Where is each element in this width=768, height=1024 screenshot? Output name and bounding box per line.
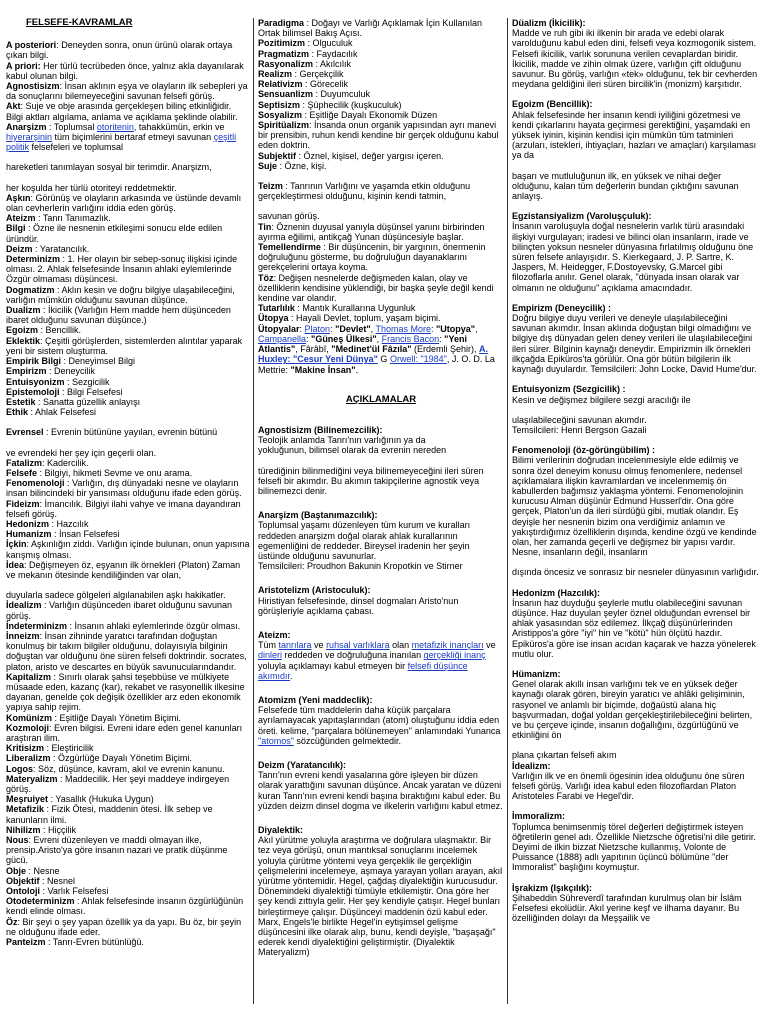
glossary-term: Sosyalizm: [258, 109, 303, 120]
glossary-definition: : Kadercilik.: [42, 457, 89, 468]
glossary-entry-evrensel: Evrensel : Evrenin bütününe yayılan, evrenin bütünü: [6, 427, 218, 438]
column-divider: [507, 18, 508, 1004]
glossary-entry: [258, 273, 504, 304]
glossary-definition: : Maddecilik. Her şeyi maddeye indirgeyen görüş.: [6, 773, 230, 795]
glossary-entry: [6, 866, 250, 876]
glossary-definition: : Değişmeyen öz, eşyanın ilk örnekleri (Platon) Zaman ve mekanın ötesinde kendiliğinden var olan,: [6, 559, 241, 580]
link-metafizik[interactable]: metafizik inançları: [411, 640, 484, 651]
glossary-entry-utopyalar: Ütopyalar: Platon: "Devlet", Thomas More: "Utopya", Campanella: "Güneş Ülkesi", Francis Bacon: "Yeni Atlantis", Fârâbî, "Medinet'ül Fâzıla" (Erdemli Şehir), A. Huxley: "Cesur Yeni Dünya" G Orwell: "1984", J. O. D. La Mettrie: "Makine İnsan".: [258, 323, 495, 375]
glossary-term: Relativizm: [258, 79, 303, 90]
glossary-term: İndeterminizm: [6, 620, 68, 631]
glossary-entry-anarsizm: Anarşizm : Toplumsal otoritenin, tahakkümün, erkin ve hiyerarşinin tüm biçimlerini bertaraf etmeyi savunan çeşitli politik felsefeleri ve toplumsal: [6, 121, 237, 153]
glossary-term: Humanizm: [6, 529, 52, 540]
section-text: Doğru bilgiye duyu verileri ve deneyle ulaşılabileceğini savunan akımdır. İnsan aklında doğuştan bilgi olmadığını ve bilgiye dış dünyadan gelen deney verileri ile ulaşılabileceğini ileri sürer. Bilginin kaynağı deneydir. Empirizmin ilk örnekleri ilkçağda Epiküros'ta görülür. Ona gör bütün bilgilerin ilk kaynağı duyulardır. Temsilcileri: John Locke, David Hume'dur.: [512, 313, 757, 375]
glossary-term: Pragmatizm: [258, 48, 310, 59]
section-text: Temsilcileri: Proudhon Bakunin Kropotkin ve Stirner: [258, 561, 463, 572]
glossary-term: Nous: [6, 835, 29, 846]
section-heading: Empirizm (Deneycilik) :: [512, 302, 612, 313]
glossary-entry: [258, 89, 504, 99]
glossary-entry: [258, 151, 504, 161]
section-text: Madde ve ruh gibi iki ilkenin bir arada ve edebi olarak varolduğunu kabul eden dini, felsefi veya kozmogonik sistem. Felsefi ikicilik, varlık sorununa verilen cevaplardan biridir. İkicilik, madde ve zihin olmak üzere, varlığın çift olduğunu savunur. Bu görüş, varlığın «tek» olduğunu, tek bir cevherden meydana geldiğini ileri süren bircilik'in (monizm) karşıtıdır.: [512, 28, 758, 90]
glossary-entry: [6, 764, 250, 774]
glossary-definition: : Varlığın düşünceden ibaret olduğunu savunan görüş.: [6, 600, 232, 621]
glossary-definition: : Faydacılık: [309, 48, 358, 59]
glossary-term: İçkin: [6, 539, 27, 550]
glossary-definition: : İnsanda onun organik yapısından ayrı manevi bir prensibin, ruhun kendi kendine bir gerçek olduğunu kabul eden doktrin.: [258, 120, 499, 151]
glossary-entry: [6, 305, 250, 325]
section-heading: İmmoralizm:: [512, 811, 566, 822]
glossary-entry: [6, 101, 250, 121]
glossary-term: Sensuanlizm: [258, 89, 314, 100]
section-text: yokluğunun, bilimsel olarak da evrenin nereden: [258, 445, 447, 456]
glossary-definition: : Tanrı-Evren bütünlüğü.: [45, 937, 144, 948]
glossary-definition: : İnsan Felsefesi: [51, 529, 120, 540]
glossary-entry: [6, 723, 250, 743]
section-heading: Deizm (Yaratancılık):: [258, 759, 347, 770]
glossary-term: Fenomenoloji: [6, 478, 65, 489]
section-heading: Hedonizm (Hazcılık):: [512, 587, 601, 598]
glossary-entry: [258, 49, 504, 59]
glossary-entry: [6, 519, 250, 529]
link-huxley[interactable]: A. Huxley: "Cesur Yeni Dünya": [258, 344, 488, 365]
glossary-term: Kritisizm: [6, 743, 45, 754]
glossary-entry: [6, 458, 250, 468]
glossary-entry: [258, 79, 504, 89]
link-ruhsal-varlik[interactable]: ruhsal varlıklara: [326, 640, 390, 651]
glossary-definition: : İnsan aklının eşya ve olayların ilk sebepleri ya da sonuçlarını bilemeyeceğini savunan felsefi görüş.: [6, 81, 248, 102]
glossary-entry: [258, 120, 504, 151]
glossary-entry: [6, 81, 250, 101]
glossary-entry: [6, 937, 250, 947]
glossary-definition: : Duyumculuk: [313, 89, 371, 100]
glossary-entry: [6, 61, 250, 81]
glossary-term: Dualizm: [6, 305, 41, 316]
glossary-definition: : İmancılık. Bilgiyi ilahi vahye ve imana dayandıran felsefi görüş.: [6, 498, 241, 519]
glossary-definition: : Varlığın, dış dünyadaki nesne ve olayların insan bilincindeki bir yansıması olduğunu ifade eden görüş.: [6, 478, 242, 499]
glossary-term: Eklektik: [6, 335, 41, 346]
glossary-term: Pozitimizm: [258, 38, 306, 49]
glossary-term: Panteizm: [6, 937, 46, 948]
section-heading: Egzistansiyalizm (Varoluşçuluk):: [512, 211, 652, 222]
glossary-entry: [258, 38, 504, 48]
section-heading: Düalizm (İkicilik):: [512, 18, 586, 28]
section-heading: Ateizm:: [258, 629, 291, 640]
glossary-term: Töz: [258, 272, 274, 283]
glossary-entry: [6, 794, 250, 804]
section-text: başarı ve mutluluğunun ilk, en yüksek ve nihai değer olduğunu, kalan tüm değerlerin bundan çıktığını savunan anlayış.: [512, 170, 739, 202]
glossary-entry: [6, 672, 250, 713]
glossary-term: Nihilizm: [6, 824, 41, 835]
glossary-term: Logos: [6, 763, 33, 774]
glossary-term: Ateizm: [6, 213, 36, 224]
column-divider: [253, 18, 254, 1004]
section-text: Teolojik anlamda Tanrı'nın varlığının ya da: [258, 435, 426, 446]
glossary-definition: : İnsan zihninde yaratıcı tarafından doğuştan konulmuş bir takım bilgiler olduğunu, dolayısıyla bilginin doğuştan var olduğunu öne süren felsefi doktrindir. socrates, platon, aristo ve descartes en büyük savunucularındandır.: [6, 630, 247, 672]
glossary-definition: : 1. Her olayın bir sebep-sonuç ilişkisi içinde olması. 2. Ahlak felsefesinde İnsanın ahlaki eylemlerinde Özgür olmaması düşüncesi.: [6, 254, 238, 285]
link-felsefi-akim[interactable]: felsefi düşünce akımıdır: [258, 660, 468, 681]
glossary-entry: [6, 254, 250, 285]
glossary-term: Ethik: [6, 407, 29, 418]
glossary-definition: : Suje ve obje arasında gerçekleşen bilinç etkinliğidir. Bilgi aktları algılama, anlama ve açıklama şeklinde olabilir.: [6, 101, 238, 122]
glossary-term: Fatalizm: [6, 457, 43, 468]
glossary-definition: : Sezgicilik: [64, 376, 110, 387]
section-text: İnsanın haz duyduğu şeylerle mutlu olabileceğini savunan düşünce. Haz duyulan şeyler öznel olduğundan evrensel bir ahlak yasasından söz edilemez. İlkçağ düşünürlerinden Aristippos'a göre "iyi" hin ve "kötü" hün ölçütü hazdır. Epiküros'a göre ise insan acıdan kaçarak ve hazza yönelerek mutlu olur.: [512, 597, 756, 659]
section-text: Varlığın ilk ve en önemli ögesinin idea olduğunu öne süren felsefi görüş. Varlığı idea kabul eden filozoflardan Platon Aristoteles Farabi ve Hegel'dir.: [512, 770, 745, 802]
glossary-definition: : Eleştiricilik: [44, 743, 94, 754]
glossary-entry: [6, 478, 250, 498]
glossary-term: Epistemoloji: [6, 386, 60, 397]
link-orwell[interactable]: Orwell: "1984": [389, 354, 447, 365]
glossary-definition: : Evreni düzenleyen ve maddi olmayan ilke, prensip.Aristo'ya göre insanın nazari ve pratik düşünme gücü.: [6, 835, 228, 866]
section-text: Temsilcileri: Henri Bergson Gazali: [512, 424, 647, 435]
glossary-definition: : Bilgiyi, hikmeti Sevme ve onu arama.: [37, 467, 193, 478]
section-text: dışında öncesiz ve sonrasız bir nesneler dünyasının varlığıdır.: [512, 567, 759, 578]
glossary-definition: : Özgürlüğe Dayalı Yönetim Biçimi.: [50, 753, 192, 764]
glossary-definition: : Bir düşüncenin, bir yargının, önermenin doğruluğunu gösterme, bu doğruluğun dayanaklarını gerekçelerini ortaya koyma.: [258, 242, 486, 273]
glossary-definition: : Çeşitli görüşlerden, sistemlerden alıntılar yaparak yeni bir sistem oluşturma.: [6, 335, 243, 356]
glossary-term: Meşruiyet: [6, 794, 49, 805]
glossary-entry: [6, 387, 250, 397]
glossary-definition: : Öznenin duyusal yanıyla düşünsel yanını birbirinden ayırma eğilimi, antikçağ Yunan düşüncesiyle başlar.: [258, 221, 485, 242]
section-text: türediğinin bilinmediğini veya bilinemeyeceğini ileri süren felsefi bir akımdır. Bu akımın takipçilerine agnostik veya bilinemezci denir.: [258, 465, 484, 496]
glossary-term: Hedonizm: [6, 518, 50, 529]
glossary-entry: [258, 100, 504, 110]
glossary-term: Tin: [258, 221, 272, 232]
glossary-entry: [6, 804, 250, 824]
glossary-entry: [6, 631, 250, 672]
glossary-term: Agnostisizm: [6, 81, 60, 92]
glossary-entry: [258, 59, 504, 69]
glossary-entry: [6, 529, 250, 539]
section-text: Kesin ve değişmez bilgilere sezgi aracılığı ile: [512, 394, 691, 405]
glossary-term: Realizm: [258, 69, 293, 80]
glossary-entry: [258, 18, 504, 38]
glossary-entry: [258, 161, 504, 171]
section-text: Ahlak felsefesinde her insanın kendi iyiliğini gözetmesi ve kendi çıkarlarını hayata geçirmesi gerektiğini, yaşamdaki en yüksek iyinin, kişinin kendisi için mümkün tüm tatminleri (arzuları, istekleri, ihtiyaçları, hazları ve amaçları) karşılaması ya da: [512, 109, 757, 161]
section-text: ulaşılabileceğini savunan akımdır.: [512, 414, 647, 425]
glossary-definition: : Yasallık (Hukuka Uygun): [48, 794, 154, 805]
section-text: Bilimi verilerinin doğrudan incelenmesiyle elde edilmiş ve sonra özel deneyim konusu olmuş fenomenlere, nedensel açıklamalara ilişkin kavramlardan ve incelenmemiş ön kabullerden bağımsız yaklaşma yöntemi. Fenomenolojinin kurucusu Alman düşünür Edmund Husserl'dir. Ona göre gerçek, Platon'un da ileri sürdüğü gibi, mutlak olandır. Eş deyişle her nesnenin bizim ona verdiğimiz anlamın ve yakıştırdığımız özelliklerin dışında, kendine özgü ve kendinde olan, her zamanda geçerli ve değişmez bir yapısı vardır. Nesne, insanların değil, insanların: [512, 455, 757, 558]
glossary-entry: [6, 621, 250, 631]
glossary-definition: Her türlü tecrübeden önce, yalnız akla dayanılarak kabul olunan bilgi.: [6, 60, 244, 81]
section-text: Genel olarak akıllı insan varlığını tek ve en yüksek değer kaynağı olarak gören, bireyin yaratıcı ve ahlâki gelişiminin, rasyonel ve anlamlı bir biçimde, doğaüstü alana hiç başvurmadan, doğal yoldan gerçekleştirilebileceğini belirten, ve bu çerçeve içinde, insanın doğallığını, özgürlüğünü ve etkinliğini ön: [512, 679, 753, 741]
link-thomas-more[interactable]: Thomas More: [375, 323, 432, 334]
section-text: Toplumca benimsenmiş törel değerleri değiştirmek isteyen öğretilerin genel adı. Özellikle Nietzsche öğretisi'ni dile getirir. Deyimi de ilkin bizzat Nietzsche kullanmış, Volonte de Puissance (1888) adlı yapıtının üçüncü bölümüne "der Immoralist" başlığını koymuştur.: [512, 821, 756, 873]
glossary-entry: [6, 835, 250, 866]
glossary-term: İdealizm: [6, 600, 42, 611]
glossary-definition: : Fizik Ötesi, maddenin ötesi. İlk sebep ve kanunların ilmi.: [6, 804, 213, 825]
glossary-term: A priori:: [6, 60, 41, 71]
glossary-definition: : Evren bilgisi. Evreni idare eden genel kanunları araştıran ilim.: [6, 722, 243, 743]
section-heading: İşrakizm (Işıkçılık):: [512, 882, 593, 893]
glossary-entry: [258, 242, 504, 273]
glossary-term: Dogmatizm: [6, 284, 55, 295]
glossary-term: Akt: [6, 101, 21, 112]
glossary-definition: : Eşitliğe Dayalı Yönetim Biçimi.: [52, 712, 181, 723]
glossary-term: Aşkın: [6, 192, 31, 203]
glossary-definition: : Doğayı ve Varlığı Açıklamak İçin Kullanılan Ortak bilimsel Bakış Açısı.: [258, 18, 482, 39]
glossary-term: Rasyonalizm: [258, 58, 314, 69]
section-text: Felsefede tüm maddelerin daha küçük parçalara ayrılamayacak yapıtaşlarından (atom) oluştuğunu iddia eden öreti. kelime, "parçalara bölünemeyen" anlamındaki Yunanca "atomos" sözcüğünden gelmektedir.: [258, 705, 501, 746]
glossary-term: İdea: [6, 559, 25, 570]
link-din[interactable]: dinleri: [258, 650, 283, 661]
glossary-term: Subjektif: [258, 150, 297, 161]
glossary-definition: : Özne, kişi.: [277, 160, 327, 171]
glossary-definition: : Deneyimsel Bilgi: [61, 356, 136, 367]
glossary-entry: [6, 377, 250, 387]
glossary-definition: : Bilgi Felsefesi: [59, 386, 123, 397]
glossary-term: Entuisyonizm: [6, 376, 65, 387]
link-politik[interactable]: çeşitli politik: [6, 132, 237, 153]
section-text: Tanrı'nın evreni kendi yasalarına göre işleyen bir düzen olarak yarattığını savunan düşünce. Ancak yaratan ve düzeni kuran Tanrı'nın evreni kendi başına bıraktığını kabul eder. Bu yüzden deizm dinsel dogma ve ilkelerin varlığını kabul etmez.: [258, 770, 503, 811]
glossary-entry-teizm: Teizm : Tanrının Varlığını ve yaşamda etkin olduğunu gerçekleştirmesi olduğunu, kişinin kendi tatmin,: [258, 181, 471, 202]
glossary-definition: : Bencillik.: [38, 325, 82, 336]
glossary-entry: [6, 825, 250, 835]
glossary-entry-teizm-cont: savunan görüş.: [258, 211, 320, 222]
section-text: Akıl yürütme yoluyla araştırma ve doğrulara ulaşmaktır. Bir tez veya görüşü, onun mantıksal sonuçlarını incelemek yoluyla çürütme yöntemi veya gerçeklik ile gerçekliğin çelişmelerini incelemeye, aşmaya yarayan yolları arayan, akıl yürütme yöntemidir. Hegel, çağdaş diyalektiğin kurucusudur. Dönemindeki diyalektiği tümüyle etkilemiştir. Ona göre her şey kendi zıttıyla gelir. Her şey kendiyle çatışır. Hegel bunları birleştirmeye çalışır. Düşünceyi maddenin özü kabul eder. Marx, Engels'le birlikte Hegel'in eytişimsel gelişme düşüncesini ilke olarak alıp, bunu, kendi deyişle, "başaşağı" ederek kendi diyalektiğini geliştirmiştir. (Diyalektik Materyalizm): [258, 835, 503, 958]
glossary-entry: [6, 560, 250, 580]
section-text: plana çıkartan felsefi akım: [512, 750, 617, 761]
link-hiyerarsi[interactable]: hiyerarşinin: [6, 132, 53, 143]
section-text: Hiristiyan felsefesinde, dinsel dogmaları Aristo'nun görüşleriyle açıklama çabası.: [258, 595, 459, 616]
link-atomos[interactable]: "atomos": [258, 735, 294, 746]
glossary-definition: : Aşkınlığın ziddı. Varlığın içinde bulunan, onun yapısına karışmış olması.: [6, 539, 250, 560]
section-heading: Atomizm (Yeni maddeclik):: [258, 694, 373, 705]
link-francis-bacon[interactable]: Francis Bacon: [381, 333, 440, 344]
section-text: Şihabeddin Sühreverdî tarafından kurulmuş olan bir İslâm Felsefesi ekolüdür. Akıl yerine keşf ve ilhama dayanır. Bu özelliğinden dolayı da Meşşailik ve: [512, 892, 742, 924]
glossary-entry: [6, 397, 250, 407]
glossary-term: İnneizm: [6, 630, 40, 641]
glossary-term: Determinizm: [6, 254, 61, 265]
column-right: [512, 18, 762, 923]
glossary-term: Felsefe: [6, 467, 38, 478]
section-heading: Aristotelizm (Aristoculuk):: [258, 585, 371, 596]
glossary-entry: [6, 356, 250, 366]
glossary-definition: : Nesne: [26, 865, 60, 876]
glossary-definition: : Sanatta güzellik anlayışı: [35, 396, 141, 407]
glossary-definition: : Sınırlı olarak şahsi teşebbüse ve mülkiyete müsaade eden, kazanç (kar), rekabet ve rasyonellik ilkesine dayanan, genelde çok değişik özellikler arz eden ekonomik yapıya sahip rejim.: [6, 671, 245, 713]
glossary-entry: [6, 896, 250, 916]
glossary-definition: : Öznel, kişisel, değer yargısı içeren.: [296, 150, 444, 161]
glossary-entry: [258, 222, 504, 242]
glossary-term: Objektif: [6, 875, 40, 886]
glossary-entry: [6, 753, 250, 763]
glossary-entry: [6, 325, 250, 335]
glossary-entry: [6, 713, 250, 723]
glossary-term: A posteriori: [6, 40, 57, 51]
glossary-entry: [258, 110, 504, 120]
glossary-entry: [6, 876, 250, 886]
glossary-term: Fideizm: [6, 498, 40, 509]
glossary-term: Kozmoloji: [6, 722, 49, 733]
glossary-term: Temellendirme: [258, 242, 321, 253]
glossary-term: Ontoloji: [6, 886, 40, 897]
glossary-definition: : Bir şeyi o şey yapan özellik ya da yapı. Bu öz, bir şeyin ne olduğunu ifade eder.: [6, 916, 242, 937]
glossary-definition: : İnsanın ahlaki eylemlerinde özgür olması.: [67, 620, 241, 631]
glossary-definition: : Ahlak felsefesinde insanın özgürlüğünün kendi elinde olması.: [6, 896, 244, 917]
glossary-entry: [6, 366, 250, 376]
glossary-term: Liberalizm: [6, 753, 51, 764]
section-heading: Entuisyonizm (Sezgicilik) :: [512, 384, 626, 395]
glossary-entry: [6, 468, 250, 478]
glossary-definition: : Mantık Kurallarına Uygunluk: [294, 303, 416, 314]
glossary-entry: [258, 69, 504, 79]
glossary-entry: [6, 917, 250, 937]
glossary-definition: : Ahlak Felsefesi: [28, 407, 97, 418]
glossary-definition: : Yaratancılık.: [32, 243, 90, 254]
glossary-entry-anarsizm-cont: her koşulda her türlü otoriteyi reddetmektir.: [6, 182, 177, 193]
glossary-entry: [6, 743, 250, 753]
glossary-entry: [6, 499, 250, 519]
glossary-term: Tutarlılık: [258, 303, 295, 314]
glossary-term: Spiritüalizm: [258, 120, 310, 131]
glossary-entry-evrensel-cont: ve evrendeki her şey için geçerli olan.: [6, 447, 157, 458]
glossary-definition: : Şüphecilik (kuşkuculuk): [300, 99, 402, 110]
glossary-entry: [258, 303, 504, 313]
glossary-definition: : Söz, düşünce, kavram, akıl ve evrenin kanunu.: [33, 763, 225, 774]
glossary-term: Empirik Bilgi: [6, 356, 62, 367]
glossary-definition: : Akılcılık: [313, 58, 352, 69]
glossary-term: Metafizik: [6, 804, 45, 815]
page-title: FELSEFE-KAVRAMLAR: [26, 18, 133, 28]
glossary-definition: : Deneyden sonra, onun ürünü olarak ortaya çıkan bilgi.: [6, 40, 233, 61]
glossary-term: Paradigma: [258, 18, 305, 28]
glossary-entry-anarsizm-cont: hareketleri tanımlayan sosyal bir terimdir. Anarşizm,: [6, 162, 212, 173]
link-tanri[interactable]: tanrılara: [278, 640, 312, 651]
glossary-term: Otodeterminizm: [6, 896, 75, 907]
glossary-term: Kapitalizm: [6, 671, 52, 682]
glossary-term: Bilgi: [6, 223, 26, 234]
glossary-definition: : Hiççilik: [40, 824, 77, 835]
glossary-definition: : Deneycilik: [46, 366, 96, 377]
glossary-term: Estetik: [6, 396, 36, 407]
glossary-entry: [6, 193, 250, 213]
link-gerceklik[interactable]: gerçekliği inanç: [423, 650, 486, 661]
glossary-entry: [6, 539, 250, 559]
glossary-entry: [258, 313, 504, 323]
section-text: Toplumsal yaşamı düzenleyen tüm kurum ve kuralları reddeden anarşizm doğal olarak ahlak kurallarının egemenliğini de reddeder. Bireysel iradenin her şeyin üstünde olduğunu savunurlar.: [258, 520, 471, 561]
glossary-entry: [6, 336, 250, 356]
glossary-term: Obje: [6, 865, 27, 876]
glossary-entry: [6, 600, 250, 620]
glossary-entry: [6, 886, 250, 896]
glossary-definition: : Olguculuk: [305, 38, 353, 49]
section-text: İnsanın varoluşuyla doğal nesnelerin varlık türü arasındaki ilişkiyi vurgulayan; iradesi ve bilinci olan insanların, irade ve bilinçten yoksun nesneler dünyasına fırlatılmış olduğunu öne süren felsefe anlayışıdır. S. Kierkegaard, J. P. Sartre, K. Jaspers, M. Heidegger, F.Dostoyevsky, G.Marcel gibi filozoflarla anılır. Genel olarak, "dünyada insan olarak var olmanın ne olduğunu" açıklama amacındadır.: [512, 221, 754, 293]
glossary-term: Egoizm: [6, 325, 39, 336]
glossary-entry: [6, 213, 250, 223]
glossary-definition: : Özne ile nesnenin etkileşimi sonucu elde edilen üründür.: [6, 223, 223, 244]
link-otorite[interactable]: otoritenin: [96, 121, 134, 132]
glossary-term: Empirizm: [6, 366, 47, 377]
glossary-definition: : Gerçekçilik: [292, 69, 344, 80]
glossary-term: Suje: [258, 160, 278, 171]
section-title-aciklamalar: AÇIKLAMALAR: [345, 393, 417, 405]
glossary-definition: : Aklın kesin ve doğru bilgiye ulaşabileceğini, varlığın mümkün olduğunu savunan düşünce.: [6, 284, 235, 305]
section-heading: Anarşizm (Baştanımazcılık):: [258, 510, 378, 521]
glossary-definition: : Varlık Felsefesi: [40, 886, 109, 897]
glossary-entry: [6, 285, 250, 305]
glossary-term: Septisizm: [258, 99, 301, 110]
glossary-entry: [6, 774, 250, 794]
glossary-entry: [6, 223, 250, 243]
link-platon[interactable]: Platon: [304, 323, 331, 334]
glossary-entry: [6, 40, 250, 60]
glossary-definition: : Değişen nesnelerde değişmeden kalan, olay ve özelliklerin kendisine yüklendiği, bir başka şeyle değil kendi kendine var olandır.: [258, 272, 494, 304]
glossary-term: Materyalizm: [6, 773, 58, 784]
glossary-entry-idea-cont: duyularla sadece gölgeleri algılanabilen aşkı hakikatler.: [6, 590, 226, 601]
glossary-definition: : Görecelik: [302, 79, 349, 90]
section-heading: Fenomenoloji (öz-görüngübilim) :: [512, 445, 655, 456]
section-heading: Hümanizm:: [512, 668, 561, 679]
glossary-definition: : Hazcılık: [49, 518, 89, 529]
glossary-definition: : Eşitliğe Dayalı Ekonomik Düzen: [302, 109, 438, 120]
section-heading: İdealizm:: [512, 760, 551, 771]
column-middle: [258, 18, 504, 958]
section-text: Tüm tanrılara ve ruhsal varlıklara olan metafizik inançları ve dinleri reddeden ve doğruluğuna inanılan gerçekliği inanç yoluyla açıklamayı kabul etmeyen bir felsefi düşünce akımıdır.: [258, 640, 496, 681]
glossary-definition: : Nesnel: [39, 875, 76, 886]
section-heading: Agnostisizm (Bilinemezcilik):: [258, 424, 383, 435]
glossary-definition: : Tanrı Tanımazlık.: [35, 213, 111, 224]
glossary-term: Deizm: [6, 243, 33, 254]
link-campanella[interactable]: Campanella: [258, 333, 307, 344]
column-left: [6, 18, 250, 947]
glossary-entry: [6, 407, 250, 417]
glossary-term: Komünizm: [6, 712, 52, 723]
glossary-definition: : İkicilik (Varlığın Hem madde hem düşünceden ibaret olduğunu savunan düşünce.): [6, 305, 231, 326]
glossary-entry: [6, 244, 250, 254]
glossary-term: Ütopya: [258, 313, 289, 324]
section-heading: Egoizm (Bencillik):: [512, 99, 593, 110]
glossary-term: Öz: [6, 916, 18, 927]
glossary-definition: : Görünüş ve olayların arkasında ve üstünde devamlı olan cevherlerin varlığını iddia eden görüş.: [6, 192, 242, 214]
glossary-definition: : Hayali Devlet, toplum, yaşam biçimi.: [288, 313, 441, 324]
section-heading: Diyalektik:: [258, 825, 304, 835]
